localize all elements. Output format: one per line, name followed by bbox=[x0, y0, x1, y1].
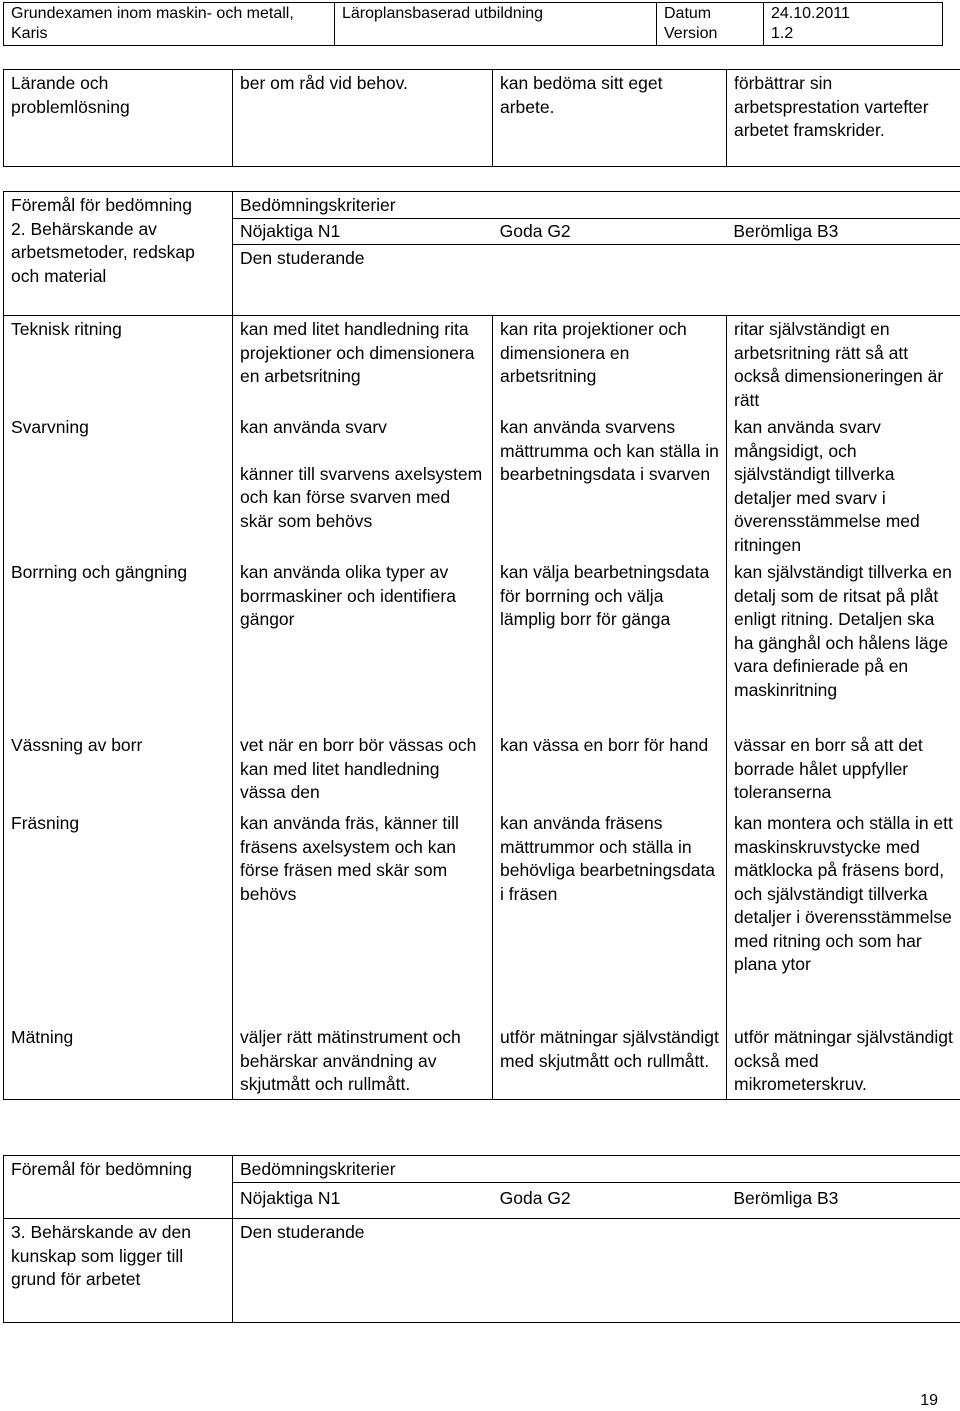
assessment-table-knowledge bbox=[3, 1155, 960, 1323]
object-label-text: Föremål för bedömning bbox=[11, 195, 192, 215]
row-label-learning: Lärande och problemlösning bbox=[4, 70, 233, 167]
cell-n1-learning: ber om råd vid behov. bbox=[233, 70, 493, 167]
cell-b3-milling: kan montera och ställa in ett maskinskruvstycke med mätklocka på fräsens bord, och självständigt tillverka detaljer i överensstämmelse med ritning och som har plana ytor bbox=[727, 810, 960, 1024]
cell-n1-turning-a: kan använda svarv bbox=[240, 417, 387, 437]
cell-b3-sharpening: vässar en borr så att det borrade hålet uppfyller toleranserna bbox=[727, 732, 960, 810]
cell-n1-turning-b: känner till svarvens axelsystem och kan förse svarven med skär som behövs bbox=[240, 463, 483, 531]
levels-row bbox=[233, 219, 960, 245]
document-header bbox=[3, 2, 943, 46]
cell-b3-drawing: ritar självständigt en arbetsritning rätt så att också dimensioneringen är rätt bbox=[727, 316, 960, 415]
cell-b3-drilling: kan självständigt tillverka en detalj som de ritsat på plåt enligt ritning. Detaljen ska ha gänghål och hålens läge vara definierade på en maskinritning bbox=[727, 559, 960, 732]
student-label: Den studerande bbox=[240, 248, 365, 268]
section-title-methods: 2. Behärskande av arbetsmetoder, redskap och material bbox=[11, 218, 195, 286]
row-label-milling: Fräsning bbox=[4, 810, 233, 1024]
page-number: 19 bbox=[920, 1392, 938, 1409]
row-label-drawing: Teknisk ritning bbox=[4, 316, 233, 415]
cell-g2-measuring: utför mätningar självständigt med skjutmått och rullmått. bbox=[493, 1024, 727, 1099]
criteria-block bbox=[233, 192, 960, 316]
table-row bbox=[4, 810, 960, 1024]
student-label-2: Den studerande bbox=[233, 1219, 960, 1323]
cell-n1-drilling: kan använda olika typer av borrmaskiner och identifiera gängor bbox=[233, 559, 493, 732]
table-row bbox=[4, 559, 960, 732]
cell-b3-learning: förbättrar sin arbetsprestation vartefter arbetet framskrider. bbox=[727, 70, 960, 167]
cell-g2-sharpening: kan vässa en borr för hand bbox=[493, 732, 727, 810]
cell-n1-drawing: kan med litet handledning rita projektioner och dimensionera en arbetsritning bbox=[233, 316, 493, 415]
cell-g2-drilling: kan välja bearbetningsdata för borrning och välja lämplig borr för gänga bbox=[493, 559, 727, 732]
header-values bbox=[764, 3, 943, 46]
header-date: 24.10.2011 bbox=[771, 5, 850, 22]
header-version-label: Version bbox=[664, 25, 718, 42]
cell-g2-turning: kan använda svarvens mättrumma och kan ställa in bearbetningsdata i svarven bbox=[493, 414, 727, 559]
header-labels bbox=[657, 3, 764, 46]
criteria-block-2 bbox=[233, 1156, 960, 1219]
header-doc-type: Läroplansbaserad utbildning bbox=[335, 3, 657, 46]
level-b3: Berömliga B3 bbox=[733, 221, 839, 241]
table-row bbox=[4, 1024, 960, 1099]
header-date-label: Datum bbox=[664, 5, 712, 22]
cell-n1-turning bbox=[233, 414, 493, 559]
table-row bbox=[4, 414, 960, 559]
object-label bbox=[4, 192, 233, 316]
object-label-2: Föremål för bedömning bbox=[4, 1156, 233, 1219]
section-title-knowledge: 3. Behärskande av den kunskap som ligger till grund för arbetet bbox=[4, 1219, 233, 1323]
cell-g2-milling: kan använda fräsens mättrummor och ställa in behövliga bearbetningsdata i fräsen bbox=[493, 810, 727, 1024]
cell-g2-drawing: kan rita projektioner och dimensionera en arbetsritning bbox=[493, 316, 727, 415]
level-g2-2: Goda G2 bbox=[499, 1188, 571, 1208]
row-label-measuring: Mätning bbox=[4, 1024, 233, 1099]
table-row bbox=[4, 316, 960, 415]
assessment-table-continued bbox=[3, 69, 960, 167]
levels-row-2 bbox=[233, 1183, 960, 1213]
header-course: Grundexamen inom maskin- och metall, Karis bbox=[4, 3, 335, 46]
row-label-sharpening: Vässning av borr bbox=[4, 732, 233, 810]
level-n1: Nöjaktiga N1 bbox=[240, 221, 341, 241]
cell-n1-sharpening: vet när en borr bör vässas och kan med litet handledning vässa den bbox=[233, 732, 493, 810]
table-row bbox=[4, 732, 960, 810]
cell-b3-turning: kan använda svarv mångsidigt, och självständigt tillverka detaljer med svarv i överensstämmelse med ritningen bbox=[727, 414, 960, 559]
criteria-label-2: Bedömningskriterier bbox=[233, 1156, 960, 1183]
level-b3-2: Berömliga B3 bbox=[733, 1188, 839, 1208]
cell-n1-measuring: väljer rätt mätinstrument och behärskar användning av skjutmått och rullmått. bbox=[233, 1024, 493, 1099]
row-label-turning: Svarvning bbox=[4, 414, 233, 559]
level-n1-2: Nöjaktiga N1 bbox=[240, 1188, 341, 1208]
assessment-table-methods bbox=[3, 191, 960, 1100]
cell-g2-learning: kan bedöma sitt eget arbete. bbox=[493, 70, 727, 167]
header-version: 1.2 bbox=[771, 25, 794, 42]
row-label-drilling: Borrning och gängning bbox=[4, 559, 233, 732]
level-g2: Goda G2 bbox=[499, 221, 571, 241]
cell-n1-milling: kan använda fräs, känner till fräsens axelsystem och kan förse fräsen med skär som behövs bbox=[233, 810, 493, 1024]
cell-b3-measuring: utför mätningar självständigt också med mikrometerskruv. bbox=[727, 1024, 960, 1099]
criteria-label: Bedömningskriterier bbox=[233, 192, 960, 219]
